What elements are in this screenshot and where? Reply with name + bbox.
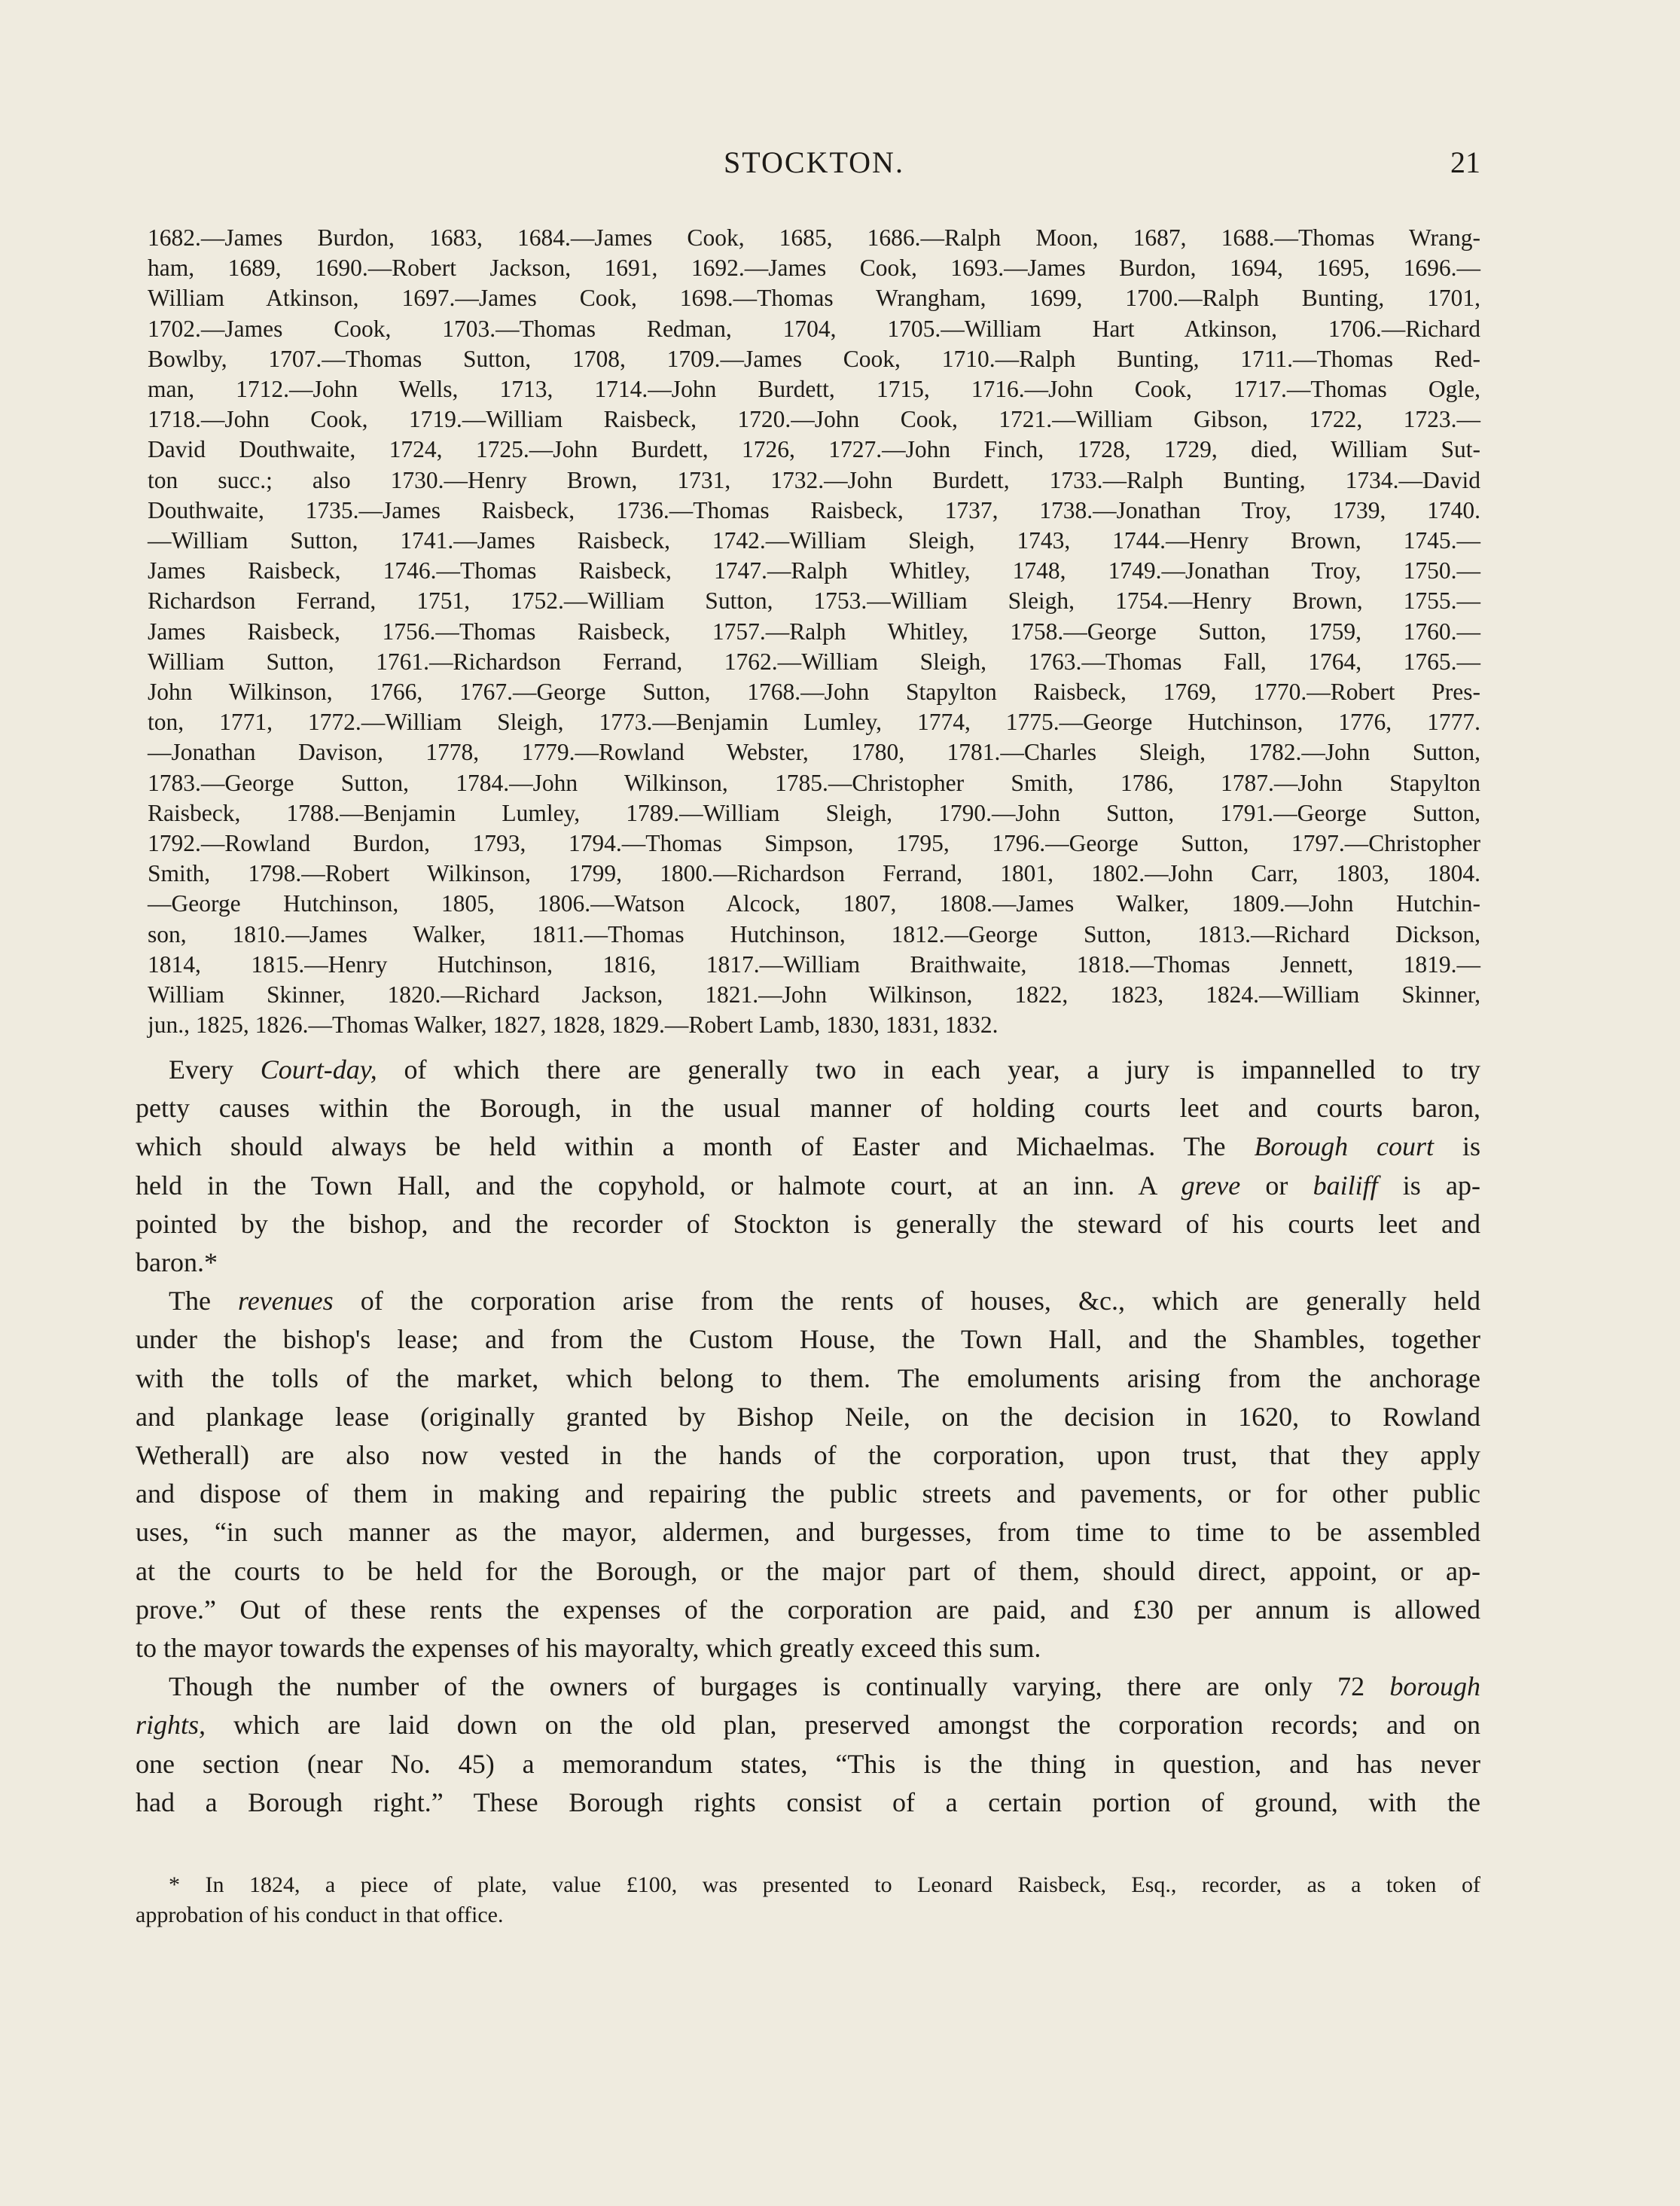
italic-term: greve bbox=[1181, 1170, 1241, 1201]
mayors-line: Richardson Ferrand, 1751, 1752.—William Sutton, 1753.—William Sleigh, 1754.—Henry Brown, 1755.— bbox=[148, 587, 1480, 615]
text-line: and plankage lease (originally granted by Bishop Neile, on the decision in 1620, to Rowland bbox=[136, 1401, 1480, 1432]
italic-term: borough bbox=[1389, 1671, 1480, 1702]
mayors-line: ton succ.; also 1730.—Henry Brown, 1731, 1732.—John Burdett, 1733.—Ralph Bunting, 1734.—David bbox=[148, 466, 1480, 493]
mayors-line: Raisbeck, 1788.—Benjamin Lumley, 1789.—William Sleigh, 1790.—John Sutton, 1791.—George Sutton, bbox=[148, 799, 1480, 826]
italic-term: revenues bbox=[238, 1286, 334, 1317]
mayors-line: James Raisbeck, 1746.—Thomas Raisbeck, 1747.—Ralph Whitley, 1748, 1749.—Jonathan Troy, 1750.— bbox=[148, 557, 1480, 584]
mayors-line: David Douthwaite, 1724, 1725.—John Burdett, 1726, 1727.—John Finch, 1728, 1729, died, William Sut- bbox=[148, 436, 1480, 463]
mayors-line: William Sutton, 1761.—Richardson Ferrand, 1762.—William Sleigh, 1763.—Thomas Fall, 1764, 1765.— bbox=[148, 648, 1480, 675]
mayors-line: 1702.—James Cook, 1703.—Thomas Redman, 1704, 1705.—William Hart Atkinson, 1706.—Richard bbox=[148, 315, 1480, 342]
text-line: under the bishop's lease; and from the Custom House, the Town Hall, and the Shambles, together bbox=[136, 1324, 1480, 1355]
mayors-line: 1792.—Rowland Burdon, 1793, 1794.—Thomas Simpson, 1795, 1796.—George Sutton, 1797.—Christopher bbox=[148, 830, 1480, 857]
page-header bbox=[148, 142, 1480, 187]
main-text bbox=[136, 1051, 1480, 1822]
text-line: with the tolls of the market, which belong to them. The emoluments arising from the anchorage bbox=[136, 1362, 1480, 1393]
mayors-line: William Atkinson, 1697.—James Cook, 1698.—Thomas Wrangham, 1699, 1700.—Ralph Bunting, 1701, bbox=[148, 285, 1480, 312]
paragraph-court-day bbox=[136, 1051, 1480, 1282]
text-line: Every Court-day, of which there are generally two in each year, a jury is impannelled to try bbox=[169, 1054, 1480, 1085]
mayors-line: ton, 1771, 1772.—William Sleigh, 1773.—Benjamin Lumley, 1774, 1775.—George Hutchinson, 1776, 1777. bbox=[148, 709, 1480, 736]
mayors-line: 1682.—James Burdon, 1683, 1684.—James Cook, 1685, 1686.—Ralph Moon, 1687, 1688.—Thomas Wrang- bbox=[148, 224, 1480, 251]
mayors-line: ham, 1689, 1690.—Robert Jackson, 1691, 1692.—James Cook, 1693.—James Burdon, 1694, 1695, 1696.— bbox=[148, 255, 1480, 282]
text-line: held in the Town Hall, and the copyhold, or halmote court, at an inn. A greve or bailiff is ap- bbox=[136, 1170, 1480, 1201]
text-line: Though the number of the owners of burgages is continually varying, there are only 72 borough bbox=[169, 1671, 1480, 1702]
running-title: STOCKTON. bbox=[724, 145, 904, 179]
text-line: which should always be held within a month of Easter and Michaelmas. The Borough court is bbox=[136, 1131, 1481, 1162]
mayors-line: 1814, 1815.—Henry Hutchinson, 1816, 1817.—William Braithwaite, 1818.—Thomas Jennett, 1819.— bbox=[148, 950, 1480, 978]
text-line: petty causes within the Borough, in the usual manner of holding courts leet and courts baron, bbox=[136, 1093, 1480, 1124]
mayors-line: Douthwaite, 1735.—James Raisbeck, 1736.—Thomas Raisbeck, 1737, 1738.—Jonathan Troy, 1739, 1740. bbox=[148, 496, 1480, 523]
mayors-line: 1783.—George Sutton, 1784.—John Wilkinson, 1785.—Christopher Smith, 1786, 1787.—John Stapylton bbox=[148, 769, 1480, 796]
italic-term: Borough court bbox=[1254, 1131, 1435, 1162]
italic-term: rights, bbox=[136, 1710, 206, 1741]
text-line: baron.* bbox=[136, 1247, 218, 1278]
text-line: The revenues of the corporation arise from the rents of houses, &c., which are generally held bbox=[169, 1286, 1480, 1317]
mayors-line: James Raisbeck, 1756.—Thomas Raisbeck, 1757.—Ralph Whitley, 1758.—George Sutton, 1759, 1760.— bbox=[148, 618, 1480, 645]
text-line: rights, which are laid down on the old plan, preserved amongst the corporation records; and on bbox=[136, 1710, 1480, 1741]
mayors-line: —William Sutton, 1741.—James Raisbeck, 1742.—William Sleigh, 1743, 1744.—Henry Brown, 1745.— bbox=[148, 527, 1480, 554]
mayors-line: Smith, 1798.—Robert Wilkinson, 1799, 1800.—Richardson Ferrand, 1801, 1802.—John Carr, 1803, 1804. bbox=[148, 860, 1480, 887]
text-line: one section (near No. 45) a memorandum states, “This is the thing in question, and has never bbox=[136, 1748, 1480, 1779]
mayors-line: William Skinner, 1820.—Richard Jackson, 1821.—John Wilkinson, 1822, 1823, 1824.—William Skinner, bbox=[148, 981, 1480, 1008]
text-line: at the courts to be held for the Borough, or the major part of them, should direct, appoint, or ap- bbox=[136, 1555, 1480, 1586]
text-line: Wetherall) are also now vested in the hands of the corporation, upon trust, that they apply bbox=[136, 1440, 1480, 1471]
mayors-list bbox=[148, 223, 1480, 1040]
mayors-line: 1718.—John Cook, 1719.—William Raisbeck, 1720.—John Cook, 1721.—William Gibson, 1722, 1723.— bbox=[148, 406, 1480, 433]
mayors-line: —Jonathan Davison, 1778, 1779.—Rowland Webster, 1780, 1781.—Charles Sleigh, 1782.—John Sutton, bbox=[148, 739, 1480, 766]
footnote-line: approbation of his conduct in that office. bbox=[136, 1902, 504, 1927]
text-line: pointed by the bishop, and the recorder of Stockton is generally the steward of his courts leet and bbox=[136, 1208, 1480, 1239]
mayors-line: Bowlby, 1707.—Thomas Sutton, 1708, 1709.—James Cook, 1710.—Ralph Bunting, 1711.—Thomas Red- bbox=[148, 345, 1480, 372]
text-line: uses, “in such manner as the mayor, aldermen, and burgesses, from time to time to be assembled bbox=[136, 1517, 1480, 1548]
mayors-line: man, 1712.—John Wells, 1713, 1714.—John Burdett, 1715, 1716.—John Cook, 1717.—Thomas Ogle, bbox=[148, 376, 1480, 403]
paragraph-revenues bbox=[136, 1282, 1480, 1667]
mayors-line: —George Hutchinson, 1805, 1806.—Watson Alcock, 1807, 1808.—James Walker, 1809.—John Hutchin- bbox=[148, 890, 1480, 917]
mayors-line: John Wilkinson, 1766, 1767.—George Sutton, 1768.—John Stapylton Raisbeck, 1769, 1770.—Robert Pres- bbox=[148, 679, 1480, 706]
paragraph-borough-rights bbox=[136, 1667, 1480, 1822]
text-line: had a Borough right.” These Borough rights consist of a certain portion of ground, with the bbox=[136, 1786, 1480, 1817]
italic-term: Court-day, bbox=[260, 1054, 377, 1085]
footnote bbox=[136, 1870, 1480, 1930]
mayors-line: son, 1810.—James Walker, 1811.—Thomas Hutchinson, 1812.—George Sutton, 1813.—Richard Dickson, bbox=[148, 920, 1480, 947]
text-line: to the mayor towards the expenses of his mayoralty, which greatly exceed this sum. bbox=[136, 1633, 1041, 1664]
footnote-line: * In 1824, a piece of plate, value £100, was presented to Leonard Raisbeck, Esq., recorder, as a token of bbox=[169, 1872, 1480, 1897]
italic-term: bailiff bbox=[1313, 1170, 1378, 1201]
mayors-line: jun., 1825, 1826.—Thomas Walker, 1827, 1828, 1829.—Robert Lamb, 1830, 1831, 1832. bbox=[148, 1011, 999, 1039]
text-line: prove.” Out of these rents the expenses of the corporation are paid, and £30 per annum is allowed bbox=[136, 1594, 1480, 1625]
text-line: and dispose of them in making and repairing the public streets and pavements, or for other public bbox=[136, 1478, 1480, 1509]
page-number: 21 bbox=[1450, 145, 1480, 179]
